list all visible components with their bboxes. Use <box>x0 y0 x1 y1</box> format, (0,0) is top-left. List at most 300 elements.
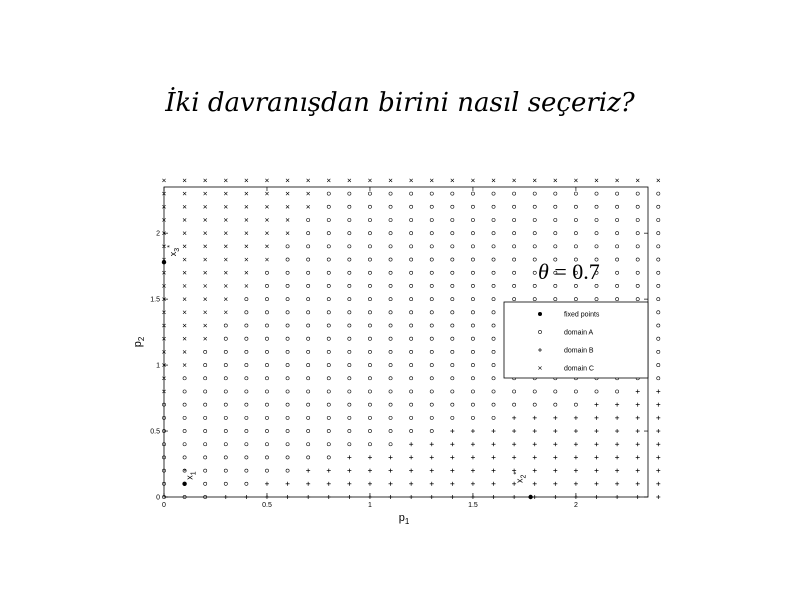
domain-c-marker <box>265 258 268 261</box>
domain-c-marker <box>204 205 207 208</box>
domain-a-marker <box>307 245 310 248</box>
domain-a-marker <box>265 377 268 380</box>
domain-c-marker <box>410 179 413 182</box>
domain-a-marker <box>657 363 660 366</box>
domain-a-marker <box>389 218 392 221</box>
domain-a-marker <box>410 377 413 380</box>
domain-c-marker <box>183 192 186 195</box>
domain-b-marker <box>430 442 434 446</box>
domain-a-marker <box>265 443 268 446</box>
domain-a-marker <box>224 416 227 419</box>
domain-a-marker <box>492 363 495 366</box>
domain-a-marker <box>533 284 536 287</box>
domain-a-marker <box>327 232 330 235</box>
domain-a-marker <box>451 311 454 314</box>
domain-a-marker <box>368 284 371 287</box>
domain-a-marker <box>410 192 413 195</box>
domain-b-marker <box>327 469 331 473</box>
domain-a-marker <box>430 245 433 248</box>
domain-a-marker <box>348 311 351 314</box>
domain-a-marker <box>389 258 392 261</box>
domain-a-marker <box>327 403 330 406</box>
domain-a-marker <box>451 350 454 353</box>
domain-a-marker <box>554 232 557 235</box>
domain-b-marker <box>636 442 640 446</box>
domain-a-marker <box>348 284 351 287</box>
domain-a-marker <box>265 390 268 393</box>
domain-c-marker <box>224 192 227 195</box>
domain-b-marker <box>347 482 351 486</box>
domain-a-marker <box>451 192 454 195</box>
domain-c-marker <box>636 179 639 182</box>
domain-c-marker <box>430 179 433 182</box>
domain-a-marker <box>265 416 268 419</box>
domain-a-marker <box>224 443 227 446</box>
domain-b-marker <box>656 455 660 459</box>
domain-b-marker <box>286 482 290 486</box>
domain-b-marker <box>450 442 454 446</box>
domain-a-marker <box>533 245 536 248</box>
domain-a-marker <box>204 456 207 459</box>
domain-c-marker <box>204 311 207 314</box>
y-tick-label: 0 <box>156 494 160 502</box>
domain-c-marker <box>204 284 207 287</box>
domain-a-marker <box>533 218 536 221</box>
domain-a-marker <box>307 271 310 274</box>
domain-c-marker <box>204 324 207 327</box>
domain-a-marker <box>348 403 351 406</box>
domain-c-marker <box>286 179 289 182</box>
domain-a-marker <box>245 390 248 393</box>
domain-b-marker <box>636 482 640 486</box>
domain-a-marker <box>389 363 392 366</box>
domain-a-marker <box>368 218 371 221</box>
domain-a-marker <box>389 416 392 419</box>
domain-c-marker <box>224 298 227 301</box>
domain-c-marker <box>224 218 227 221</box>
domain-b-marker <box>636 389 640 393</box>
domain-b-marker <box>595 429 599 433</box>
domain-a-marker <box>389 390 392 393</box>
domain-a-marker <box>430 377 433 380</box>
domain-c-marker <box>265 205 268 208</box>
domain-a-marker <box>183 416 186 419</box>
domain-a-marker <box>389 443 392 446</box>
domain-a-marker <box>451 377 454 380</box>
domain-a-marker <box>286 258 289 261</box>
domain-a-marker <box>368 350 371 353</box>
domain-a-marker <box>265 350 268 353</box>
domain-a-marker <box>513 271 516 274</box>
domain-a-marker <box>513 403 516 406</box>
domain-c-marker <box>265 192 268 195</box>
domain-a-marker <box>327 390 330 393</box>
domain-a-marker <box>451 245 454 248</box>
domain-a-marker <box>327 456 330 459</box>
domain-a-marker <box>410 311 413 314</box>
domain-b-marker <box>636 429 640 433</box>
domain-a-marker <box>430 363 433 366</box>
domain-a-marker <box>471 298 474 301</box>
domain-a-marker <box>471 416 474 419</box>
domain-b-marker <box>389 482 393 486</box>
domain-c-marker <box>204 245 207 248</box>
domain-a-marker <box>513 192 516 195</box>
domain-a-marker <box>368 232 371 235</box>
domain-b-marker <box>595 403 599 407</box>
domain-a-marker <box>657 258 660 261</box>
domain-a-marker <box>265 469 268 472</box>
domain-a-marker <box>368 337 371 340</box>
domain-a-marker <box>245 311 248 314</box>
domain-a-marker <box>451 284 454 287</box>
domain-b-marker <box>533 416 537 420</box>
domain-a-marker <box>368 271 371 274</box>
domain-a-marker <box>224 363 227 366</box>
domain-a-marker <box>286 429 289 432</box>
domain-a-marker <box>224 350 227 353</box>
domain-b-marker <box>595 482 599 486</box>
domain-a-marker <box>286 271 289 274</box>
domain-c-marker <box>595 179 598 182</box>
domain-a-marker <box>348 258 351 261</box>
domain-c-marker <box>265 218 268 221</box>
domain-a-marker <box>183 443 186 446</box>
domain-b-marker <box>347 469 351 473</box>
domain-c-marker <box>183 205 186 208</box>
domain-a-marker <box>657 245 660 248</box>
domain-a-marker <box>224 456 227 459</box>
domain-a-marker <box>327 429 330 432</box>
domain-b-marker <box>492 455 496 459</box>
domain-b-marker <box>492 469 496 473</box>
domain-a-marker <box>410 390 413 393</box>
domain-a-marker <box>657 324 660 327</box>
domain-c-marker <box>162 179 165 182</box>
domain-a-marker <box>492 271 495 274</box>
domain-a-marker <box>348 443 351 446</box>
domain-c-marker <box>224 179 227 182</box>
domain-b-marker <box>492 442 496 446</box>
domain-a-marker <box>636 298 639 301</box>
x-tick-label: 1 <box>368 502 372 509</box>
domain-a-marker <box>513 245 516 248</box>
domain-a-marker <box>430 429 433 432</box>
domain-a-marker <box>636 245 639 248</box>
domain-b-marker <box>471 455 475 459</box>
domain-a-marker <box>265 337 268 340</box>
domain-a-marker <box>657 350 660 353</box>
y-axis-label: $p_2$ <box>132 336 146 348</box>
domain-a-marker <box>245 363 248 366</box>
slide-title: İki davranışdan birini nasıl seçeriz? <box>165 88 635 118</box>
domain-a-marker <box>327 218 330 221</box>
domain-a-marker <box>348 390 351 393</box>
domain-b-marker <box>471 429 475 433</box>
domain-a-marker <box>265 363 268 366</box>
y-tick-label: 0.5 <box>150 428 160 436</box>
domain-c-marker <box>204 192 207 195</box>
domain-a-marker <box>327 205 330 208</box>
domain-a-marker <box>430 232 433 235</box>
domain-a-marker <box>307 429 310 432</box>
domain-a-marker <box>492 324 495 327</box>
domain-a-marker <box>368 192 371 195</box>
domain-a-marker <box>368 443 371 446</box>
domain-a-marker <box>451 205 454 208</box>
fixed-point-label: $x_3^*$ <box>167 245 181 257</box>
domain-c-marker <box>389 179 392 182</box>
domain-b-marker <box>636 469 640 473</box>
domain-a-marker <box>245 416 248 419</box>
domain-b-marker <box>450 455 454 459</box>
domain-a-marker <box>286 311 289 314</box>
domain-c-marker <box>204 271 207 274</box>
domain-a-marker <box>471 284 474 287</box>
domain-b-marker <box>615 403 619 407</box>
x-tick-label: 0 <box>162 502 166 509</box>
domain-a-marker <box>286 443 289 446</box>
domain-b-marker <box>636 455 640 459</box>
fixed-point-label: $x_2^*$ <box>513 471 528 483</box>
domain-a-marker <box>368 324 371 327</box>
domain-a-marker <box>183 377 186 380</box>
domain-a-marker <box>451 390 454 393</box>
domain-a-marker <box>389 429 392 432</box>
domain-a-marker <box>574 218 577 221</box>
domain-c-marker <box>204 337 207 340</box>
domain-c-marker <box>204 179 207 182</box>
domain-a-marker <box>430 311 433 314</box>
domain-a-marker <box>471 403 474 406</box>
domain-a-marker <box>327 245 330 248</box>
domain-a-marker <box>204 377 207 380</box>
domain-a-marker <box>554 192 557 195</box>
domain-a-marker <box>657 311 660 314</box>
domain-a-marker <box>389 192 392 195</box>
domain-a-marker <box>430 205 433 208</box>
domain-a-marker <box>368 363 371 366</box>
domain-a-marker <box>471 390 474 393</box>
fixed-point <box>528 495 532 499</box>
domain-a-marker <box>636 258 639 261</box>
domain-a-marker <box>265 456 268 459</box>
domain-a-marker <box>307 232 310 235</box>
domain-a-marker <box>368 258 371 261</box>
domain-a-marker <box>492 205 495 208</box>
domain-a-marker <box>636 271 639 274</box>
domain-a-marker <box>327 337 330 340</box>
domain-a-marker <box>389 232 392 235</box>
domain-c-marker <box>183 324 186 327</box>
domain-a-marker <box>327 324 330 327</box>
domain-b-marker <box>615 455 619 459</box>
domain-a-marker <box>368 403 371 406</box>
domain-a-marker <box>657 377 660 380</box>
domain-a-marker <box>636 205 639 208</box>
domain-a-marker <box>245 482 248 485</box>
domain-a-marker <box>286 390 289 393</box>
domain-b-marker <box>533 429 537 433</box>
domain-a-marker <box>368 390 371 393</box>
domain-a-marker <box>492 311 495 314</box>
domain-a-marker <box>224 390 227 393</box>
domain-a-marker <box>574 205 577 208</box>
domain-b-marker <box>656 469 660 473</box>
domain-a-marker <box>533 232 536 235</box>
domain-a-marker <box>224 403 227 406</box>
domain-b-marker <box>512 429 516 433</box>
domain-a-marker <box>657 232 660 235</box>
domain-a-marker <box>327 284 330 287</box>
domain-b-marker <box>615 469 619 473</box>
domain-a-marker <box>533 205 536 208</box>
domain-b-marker <box>450 469 454 473</box>
domain-a-marker <box>657 218 660 221</box>
domain-a-marker <box>492 390 495 393</box>
domain-c-marker <box>224 258 227 261</box>
domain-a-marker <box>513 218 516 221</box>
domain-b-marker <box>347 455 351 459</box>
domain-a-marker <box>224 377 227 380</box>
domain-a-marker <box>492 218 495 221</box>
domain-b-marker <box>656 429 660 433</box>
domain-a-marker <box>513 390 516 393</box>
domain-a-marker <box>451 403 454 406</box>
domain-a-marker <box>307 456 310 459</box>
domain-b-marker <box>574 469 578 473</box>
domain-a-marker <box>430 337 433 340</box>
domain-a-marker <box>410 337 413 340</box>
domain-a-marker <box>451 218 454 221</box>
domain-c-marker <box>307 179 310 182</box>
domain-a-marker <box>183 390 186 393</box>
domain-b-marker <box>471 482 475 486</box>
domain-b-marker <box>409 469 413 473</box>
domain-b-marker <box>368 482 372 486</box>
domain-a-marker <box>327 311 330 314</box>
domain-a-marker <box>348 271 351 274</box>
domain-a-marker <box>492 403 495 406</box>
domain-a-marker <box>348 350 351 353</box>
domain-a-marker <box>307 350 310 353</box>
domain-a-marker <box>389 298 392 301</box>
domain-b-marker <box>327 482 331 486</box>
domain-a-marker <box>636 284 639 287</box>
domain-c-marker <box>307 205 310 208</box>
domain-a-marker <box>471 350 474 353</box>
domain-a-marker <box>307 443 310 446</box>
domain-a-marker <box>204 416 207 419</box>
domain-a-marker <box>307 363 310 366</box>
domain-a-marker <box>286 337 289 340</box>
domain-a-marker <box>616 218 619 221</box>
domain-a-marker <box>471 218 474 221</box>
domain-a-marker <box>410 350 413 353</box>
fixed-point <box>182 482 186 486</box>
domain-a-marker <box>492 337 495 340</box>
domain-b-marker <box>615 482 619 486</box>
domain-c-marker <box>574 179 577 182</box>
domain-a-marker <box>245 443 248 446</box>
domain-a-marker <box>595 232 598 235</box>
domain-c-marker <box>224 245 227 248</box>
domain-a-marker <box>533 192 536 195</box>
legend-label: domain C <box>564 365 594 373</box>
domain-a-marker <box>245 298 248 301</box>
domain-c-marker <box>286 192 289 195</box>
domain-a-marker <box>348 377 351 380</box>
domain-a-marker <box>451 232 454 235</box>
domain-a-marker <box>307 377 310 380</box>
domain-a-marker <box>204 403 207 406</box>
domain-c-marker <box>183 179 186 182</box>
domain-c-marker <box>286 232 289 235</box>
y-tick-label: 1 <box>156 362 160 370</box>
domain-a-marker <box>492 245 495 248</box>
domain-a-marker <box>595 298 598 301</box>
domain-a-marker <box>286 284 289 287</box>
domain-a-marker <box>471 337 474 340</box>
domain-b-marker <box>512 442 516 446</box>
domain-a-marker <box>451 337 454 340</box>
domain-b-marker <box>533 482 537 486</box>
domain-a-marker <box>410 218 413 221</box>
domain-a-marker <box>574 232 577 235</box>
domain-a-marker <box>204 429 207 432</box>
domain-a-marker <box>554 390 557 393</box>
domain-a-marker <box>224 469 227 472</box>
domain-a-marker <box>389 377 392 380</box>
domain-a-marker <box>595 390 598 393</box>
domain-c-marker <box>183 245 186 248</box>
domain-a-marker <box>616 271 619 274</box>
domain-b-marker <box>492 429 496 433</box>
domain-a-marker <box>595 192 598 195</box>
y-tick-label: 1.5 <box>150 296 160 304</box>
domain-b-marker <box>574 429 578 433</box>
domain-b-marker <box>471 469 475 473</box>
domain-a-marker <box>430 284 433 287</box>
domain-b-marker <box>430 482 434 486</box>
domain-a-marker <box>224 482 227 485</box>
domain-a-marker <box>410 205 413 208</box>
domain-a-marker <box>554 218 557 221</box>
domain-c-marker <box>265 179 268 182</box>
domain-a-marker <box>657 298 660 301</box>
domain-c-marker <box>183 271 186 274</box>
domain-a-marker <box>389 350 392 353</box>
domain-b-marker <box>533 442 537 446</box>
x-axis-label: $p_1$ <box>398 512 410 526</box>
domain-a-marker <box>616 298 619 301</box>
domain-c-marker <box>245 192 248 195</box>
domain-b-marker <box>553 455 557 459</box>
domain-a-marker <box>595 218 598 221</box>
domain-a-marker <box>245 324 248 327</box>
domain-a-marker <box>327 192 330 195</box>
domain-a-marker <box>595 245 598 248</box>
domain-c-marker <box>183 218 186 221</box>
domain-a-marker <box>327 443 330 446</box>
domain-b-marker <box>368 455 372 459</box>
domain-a-marker <box>265 284 268 287</box>
domain-a-marker <box>245 429 248 432</box>
domain-a-marker <box>554 298 557 301</box>
domain-c-marker <box>533 179 536 182</box>
domain-a-marker <box>616 205 619 208</box>
domain-a-marker <box>410 258 413 261</box>
